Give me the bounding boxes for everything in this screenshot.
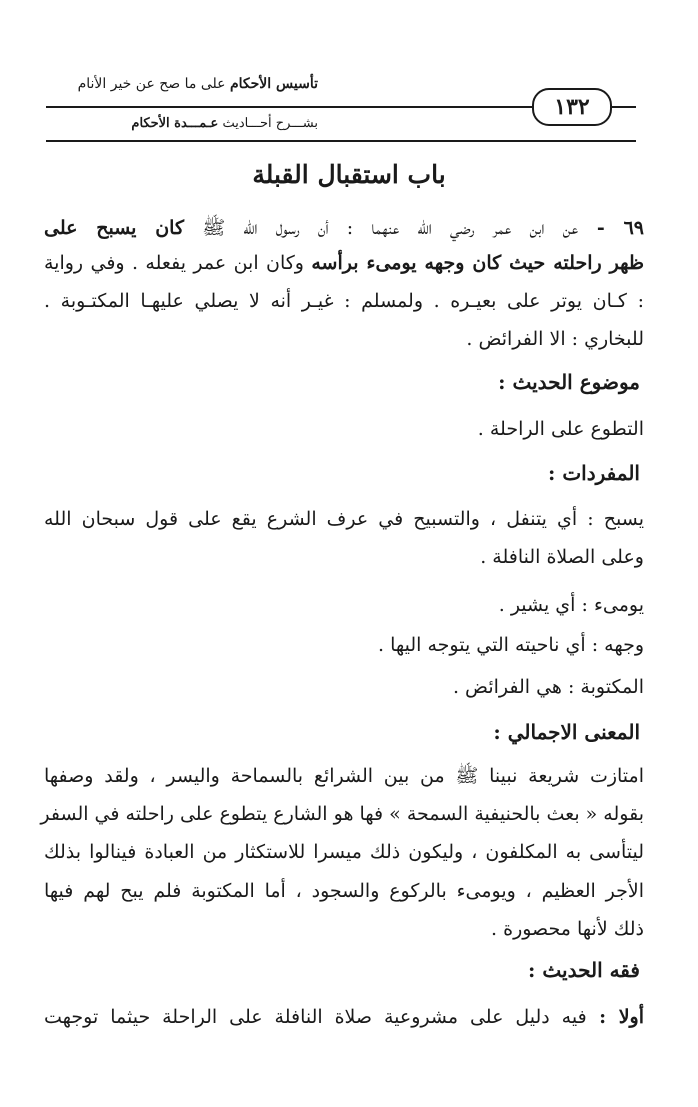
meaning-line-1: امتازت شريعة نبينا ﷺ من بين الشرائع بالسماحة واليسر ، ولقد وصفها bbox=[44, 765, 644, 787]
chapter-title: باب استقبال القبلة bbox=[252, 160, 446, 189]
section-heading-vocabulary: المفردات : bbox=[547, 461, 640, 485]
vocab-line-5: المكتوبة : هي الفرائض . bbox=[452, 676, 644, 698]
page-number-badge bbox=[532, 88, 612, 126]
header-rule-bottom bbox=[46, 140, 636, 142]
running-header-subtitle: بشـــرح أحـــاديث عـمـــدة الأحكام bbox=[131, 116, 318, 131]
fiqh-line-1: أولا : فيه دليل على مشروعية صلاة النافلة على الراحلة حيثما توجهت bbox=[44, 1006, 644, 1028]
hadith-line-1: ٦٩ - عن ابن عمر رضي الله عنهما : أن رسول الله ﷺ كان يسبح على bbox=[44, 217, 644, 239]
vocab-line-4: وجهه : أي ناحيته التي يتوجه اليها . bbox=[378, 634, 644, 656]
running-header-book-title: تأسيس الأحكام على ما صح عن خير الأنام bbox=[77, 76, 318, 92]
section-heading-meaning: المعنى الاجمالي : bbox=[493, 720, 640, 744]
meaning-line-4: الأجر العظيم ، ويومىء بالركوع والسجود ، أما المكتوبة فلم يبح لهم فيها bbox=[44, 880, 644, 902]
section-heading-topic: موضوع الحديث : bbox=[498, 370, 640, 394]
vocab-line-3: يومىء : أي يشير . bbox=[498, 594, 644, 616]
vocab-line-2: وعلى الصلاة النافلة . bbox=[480, 546, 644, 568]
hadith-line-3: : كـان يوتر على بعيـره . ولمسلم : غيـر أنه لا يصلي عليهـا المكتـوبة . bbox=[44, 290, 644, 312]
meaning-line-3: ليتأسى به المكلفون ، وليكون ذلك ميسرا للاستكثار من العبادة فينالوا بذلك bbox=[44, 841, 644, 863]
hadith-line-4: للبخاري : الا الفرائض . bbox=[466, 328, 644, 350]
page-number: ١٣٢ bbox=[554, 94, 590, 120]
topic-text: التطوع على الراحلة . bbox=[477, 418, 644, 440]
meaning-line-2: بقوله « بعث بالحنيفية السمحة » فها هو الشارع يتطوع على راحلته في السفر bbox=[40, 803, 644, 825]
meaning-line-5: ذلك لأنها محصورة . bbox=[491, 918, 644, 940]
section-heading-fiqh: فقه الحديث : bbox=[528, 958, 640, 982]
vocab-line-1: يسبح : أي يتنفل ، والتسبيح في عرف الشرع يقع على قول سبحان الله bbox=[44, 508, 644, 530]
hadith-line-2: ظهر راحلته حيث كان وجهه يومىء برأسه وكان ابن عمر يفعله . وفي رواية bbox=[44, 252, 644, 274]
